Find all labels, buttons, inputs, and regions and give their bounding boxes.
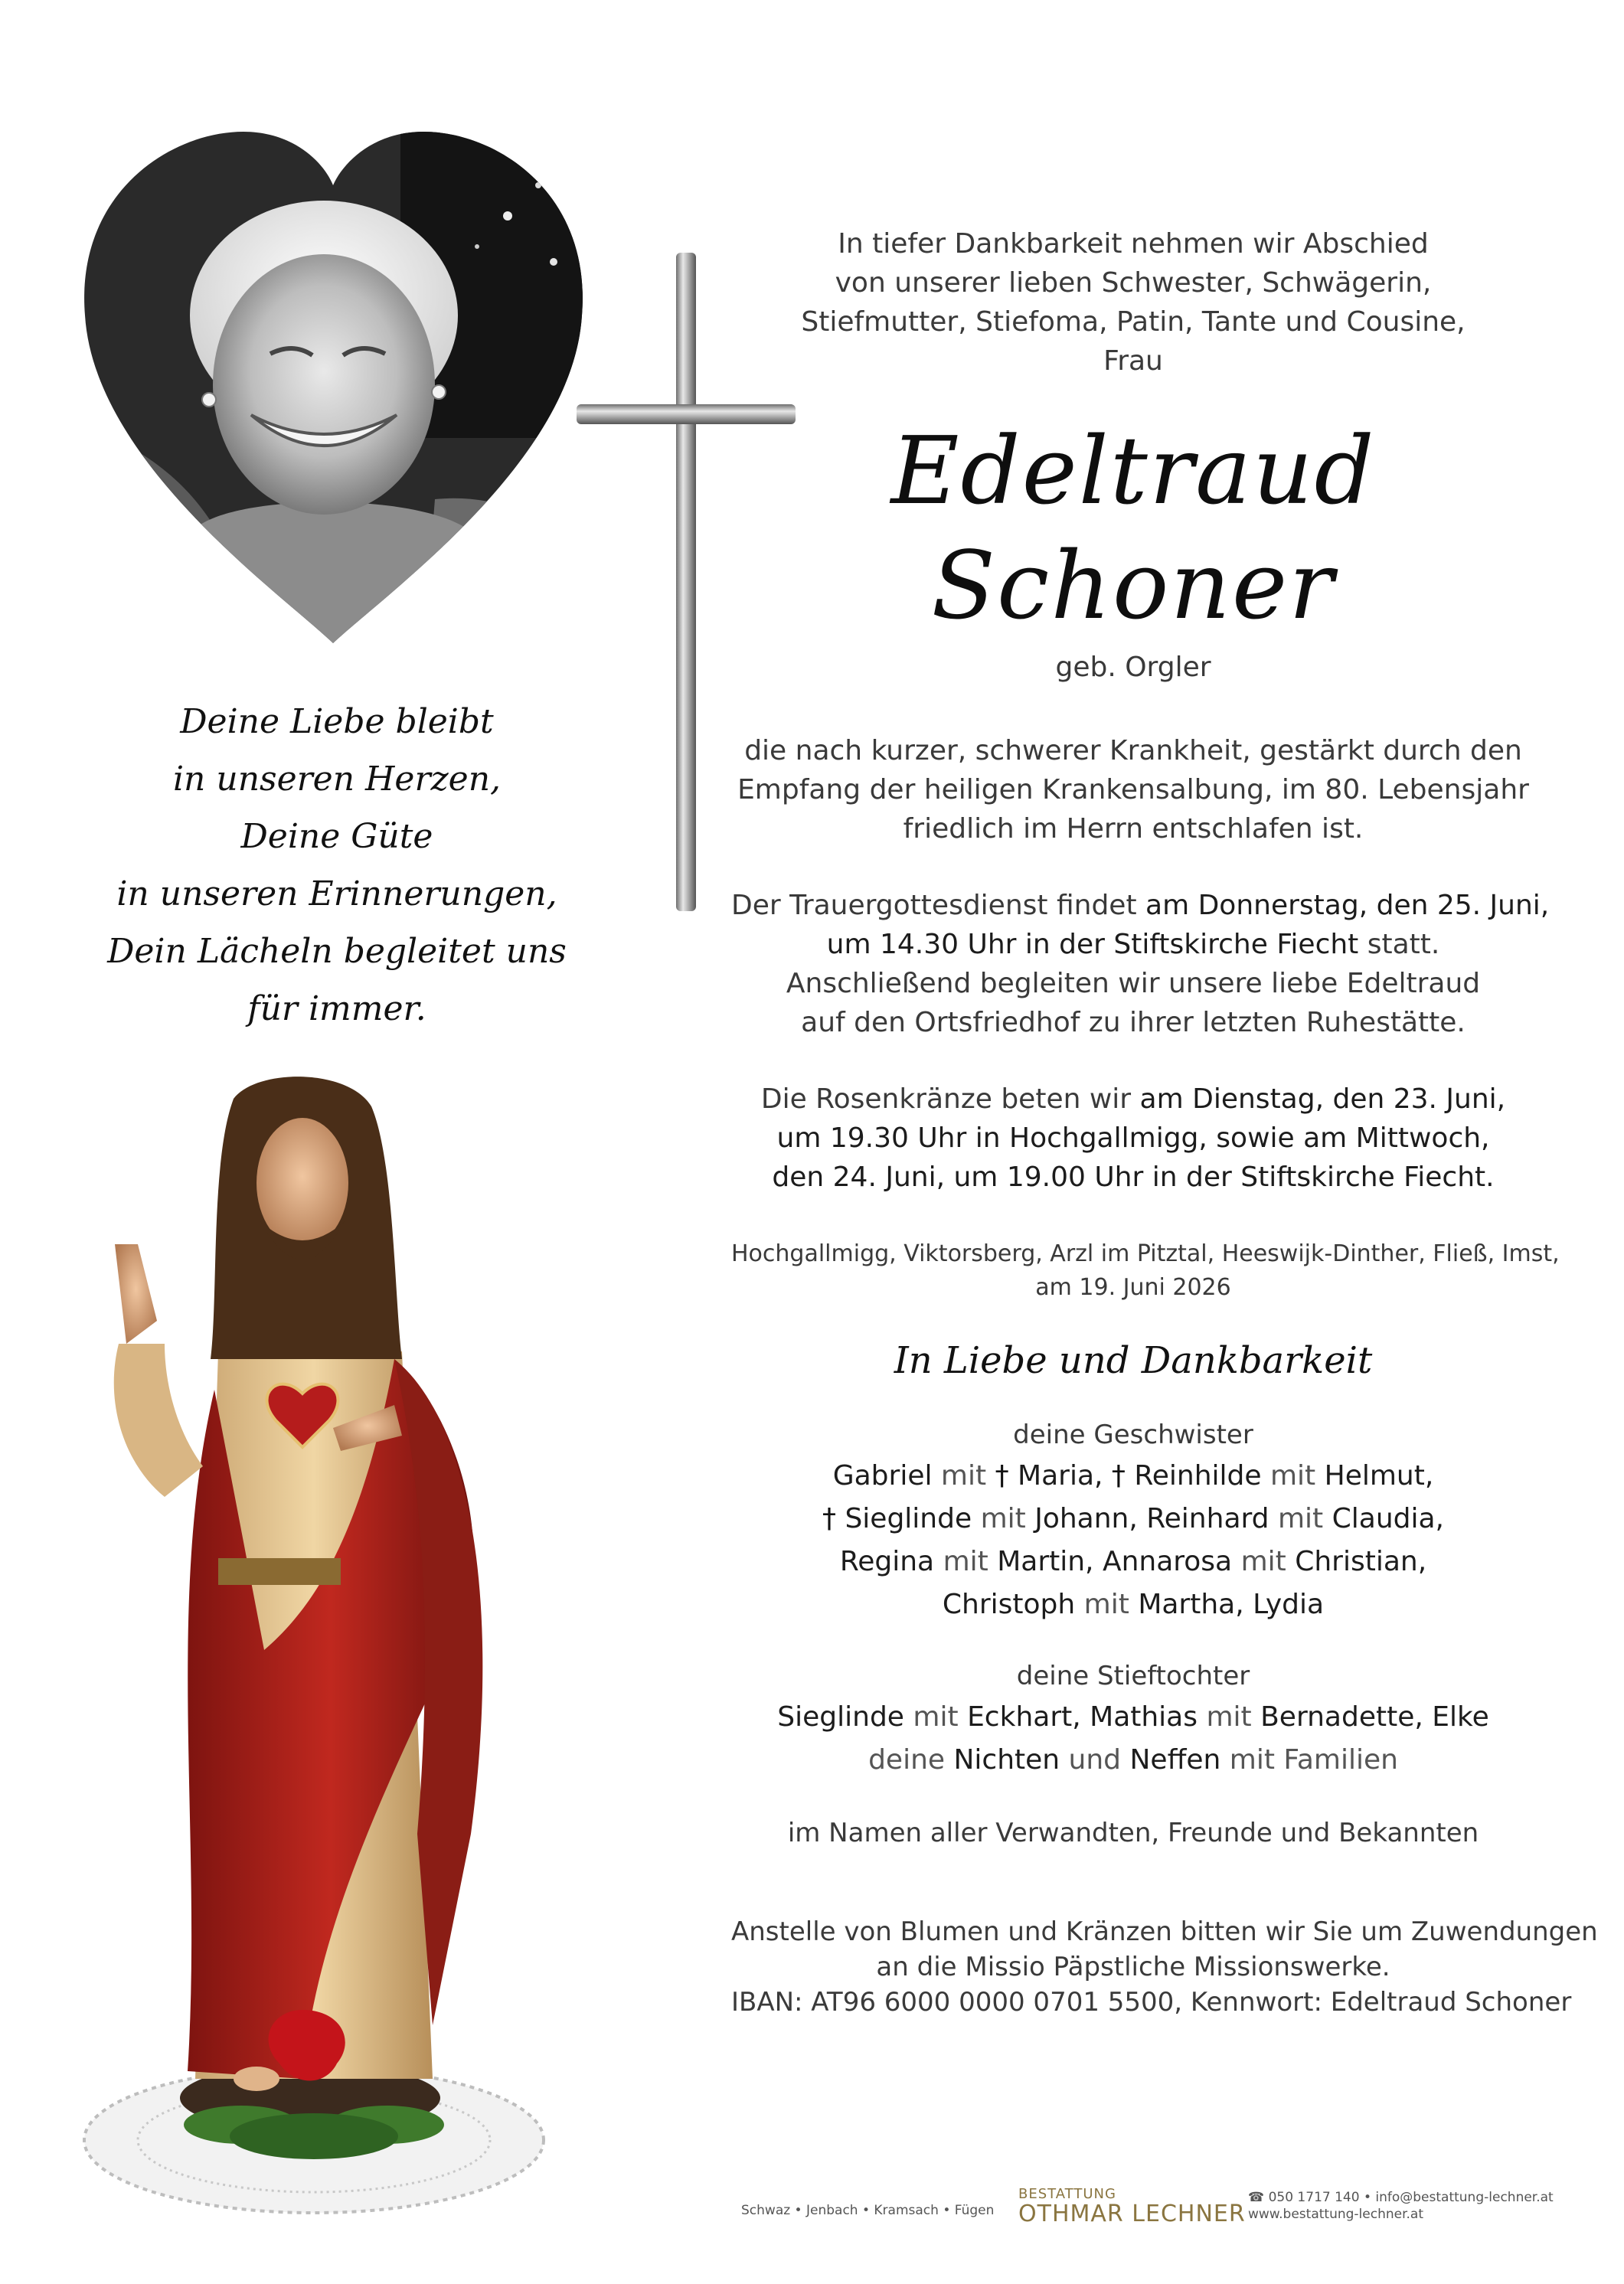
verse-line: Deine Güte [240,817,433,856]
sibling-name: Johann, Reinhard [1034,1503,1269,1534]
family-name: Eckhart, Mathias [967,1701,1198,1733]
mit-word: mit [1277,1503,1324,1534]
date-line: am 19. Juni 2026 [1035,1274,1231,1301]
mourners-heading: In Liebe und Dankbarkeit [894,1339,1373,1382]
family-name: Bernadette, Elke [1260,1701,1489,1733]
sibling-name: Sieglinde [845,1503,972,1534]
mit-word: mit [913,1701,959,1733]
passing-line: friedlich im Herrn entschlafen ist. [903,813,1364,845]
passing-line: die nach kurzer, schwerer Krankheit, gestärkt durch den [744,735,1522,766]
verse-line: Deine Liebe bleibt [180,702,494,741]
brand-top: BESTATTUNG [1018,2186,1116,2202]
contact-phone-email[interactable]: ☎ 050 1717 140 • info@bestattung-lechner.at [1248,2190,1554,2205]
service-time-place: um 14.30 Uhr in der Stiftskirche Fiecht [826,929,1359,960]
sibling-line [731,1498,1535,1541]
nn-text: mit Familien [1220,1744,1398,1776]
sibling-name: Christoph [942,1589,1076,1620]
nieces-nephews-line [731,1739,1535,1782]
contact-website[interactable]: www.bestattung-lechner.at [1248,2207,1424,2222]
rosary-text-part: Die Rosenkränze beten wir [760,1083,1140,1115]
mit-word: mit [980,1503,1026,1534]
deceased-cross-icon: † [1111,1460,1135,1492]
intro-line: In tiefer Dankbarkeit nehmen wir Abschied [838,228,1429,260]
passing-line: Empfang der heiligen Krankensalbung, im 80. Lebensjahr [737,774,1529,805]
service-date: am Donnerstag, den 25. Juni, [1145,890,1550,921]
service-line [731,886,1550,925]
deceased-first-name: Edeltraud [890,417,1376,525]
intro-line: Frau [1103,345,1163,377]
deceased-cross-icon: † [995,1460,1018,1492]
family-name: Sieglinde [777,1701,904,1733]
rosary-date: am Dienstag, den 23. Juni, [1139,1083,1506,1115]
footer-locations: Schwaz • Jenbach • Kramsach • Fügen [741,2203,995,2218]
sibling-name: Helmut, [1324,1460,1434,1492]
sibling-name: Christian, [1295,1546,1427,1577]
service-line: auf den Ortsfriedhof zu ihrer letzten Ruhestätte. [801,1007,1466,1038]
sibling-line [731,1583,1535,1626]
sibling-name: Martin, Annarosa [997,1546,1233,1577]
mit-word: mit [943,1546,988,1577]
memorial-verse [54,693,620,1037]
others-line: im Namen aller Verwandten, Freunde und Bekannten [787,1818,1479,1848]
sacred-heart-statue-image [73,1068,578,2232]
verse-line: für immer. [247,989,426,1028]
mit-word: mit [1206,1701,1252,1733]
verse-line: Dein Lächeln begleitet uns [107,932,567,971]
portrait-heart-photo [79,132,588,645]
birth-name: geb. Orgler [1055,652,1211,683]
mit-word: mit [1240,1546,1286,1577]
nn-text: Nichten [953,1744,1060,1776]
nn-text: und [1060,1744,1130,1776]
siblings-label: deine Geschwister [1013,1420,1253,1450]
verse-line: in unseren Erinnerungen, [116,874,557,913]
nn-text: deine [868,1744,954,1776]
place-line: Hochgallmigg, Viktorsberg, Arzl im Pitztal, Heeswijk-Dinther, Fließ, Imst, [731,1240,1560,1267]
rosary-line: um 19.30 Uhr in Hochgallmigg, sowie am Mittwoch, [776,1122,1490,1154]
footer-contact [1248,2189,1554,2223]
sibling-name: Martha, Lydia [1138,1589,1325,1620]
sibling-name: Maria, [1018,1460,1112,1492]
funeral-home-logo [1018,2186,1246,2227]
service-line [731,925,1535,964]
service-text: statt. [1358,929,1440,960]
sibling-name: Regina [839,1546,935,1577]
intro-text [731,224,1535,381]
deceased-cross-icon: † [822,1503,845,1534]
donation-line: Anstelle von Blumen und Kränzen bitten wir Sie um Zuwendungen [731,1916,1598,1947]
stepdaughter-line [731,1696,1535,1739]
sibling-name: Gabriel [832,1460,933,1492]
rosary-line [731,1080,1535,1119]
donation-line: IBAN: AT96 6000 0000 0701 5500, Kennwort: Edeltraud Schoner [731,1987,1572,2018]
verse-line: in unseren Herzen, [172,760,502,799]
intro-line: Stiefmutter, Stiefoma, Patin, Tante und Cousine, [801,306,1466,338]
siblings-list [731,1455,1535,1626]
service-text: Der Trauergottesdienst findet [731,890,1146,921]
passing-text [731,731,1535,848]
sibling-name: Reinhilde [1134,1460,1262,1492]
brand-main: OTHMAR LECHNER [1018,2201,1246,2227]
sibling-line [731,1455,1535,1498]
service-line: Anschließend begleiten wir unsere liebe Edeltraud [786,968,1481,999]
mit-word: mit [1269,1460,1316,1492]
stepdaughter-label: deine Stieftochter [1016,1661,1250,1691]
mit-word: mit [940,1460,987,1492]
rosary-line: den 24. Juni, um 19.00 Uhr in der Stiftskirche Fiecht. [772,1162,1495,1193]
intro-line: von unserer lieben Schwester, Schwägerin, [835,267,1432,299]
sibling-line [731,1541,1535,1583]
stepdaughter-list [731,1696,1535,1782]
place-and-date [731,1237,1560,1305]
heart-portrait-svg [79,132,588,645]
deceased-last-name: Schoner [931,531,1335,640]
funeral-home-footer [735,2186,1554,2232]
funeral-service-text [731,886,1550,1042]
nn-text: Neffen [1129,1744,1221,1776]
rosary-text [731,1080,1535,1197]
donation-text [731,1914,1598,2020]
statue-svg [73,1068,578,2232]
sibling-name: Claudia, [1332,1503,1444,1534]
donation-line: an die Missio Päpstliche Missionswerke. [876,1952,1390,1982]
mit-word: mit [1083,1589,1129,1620]
